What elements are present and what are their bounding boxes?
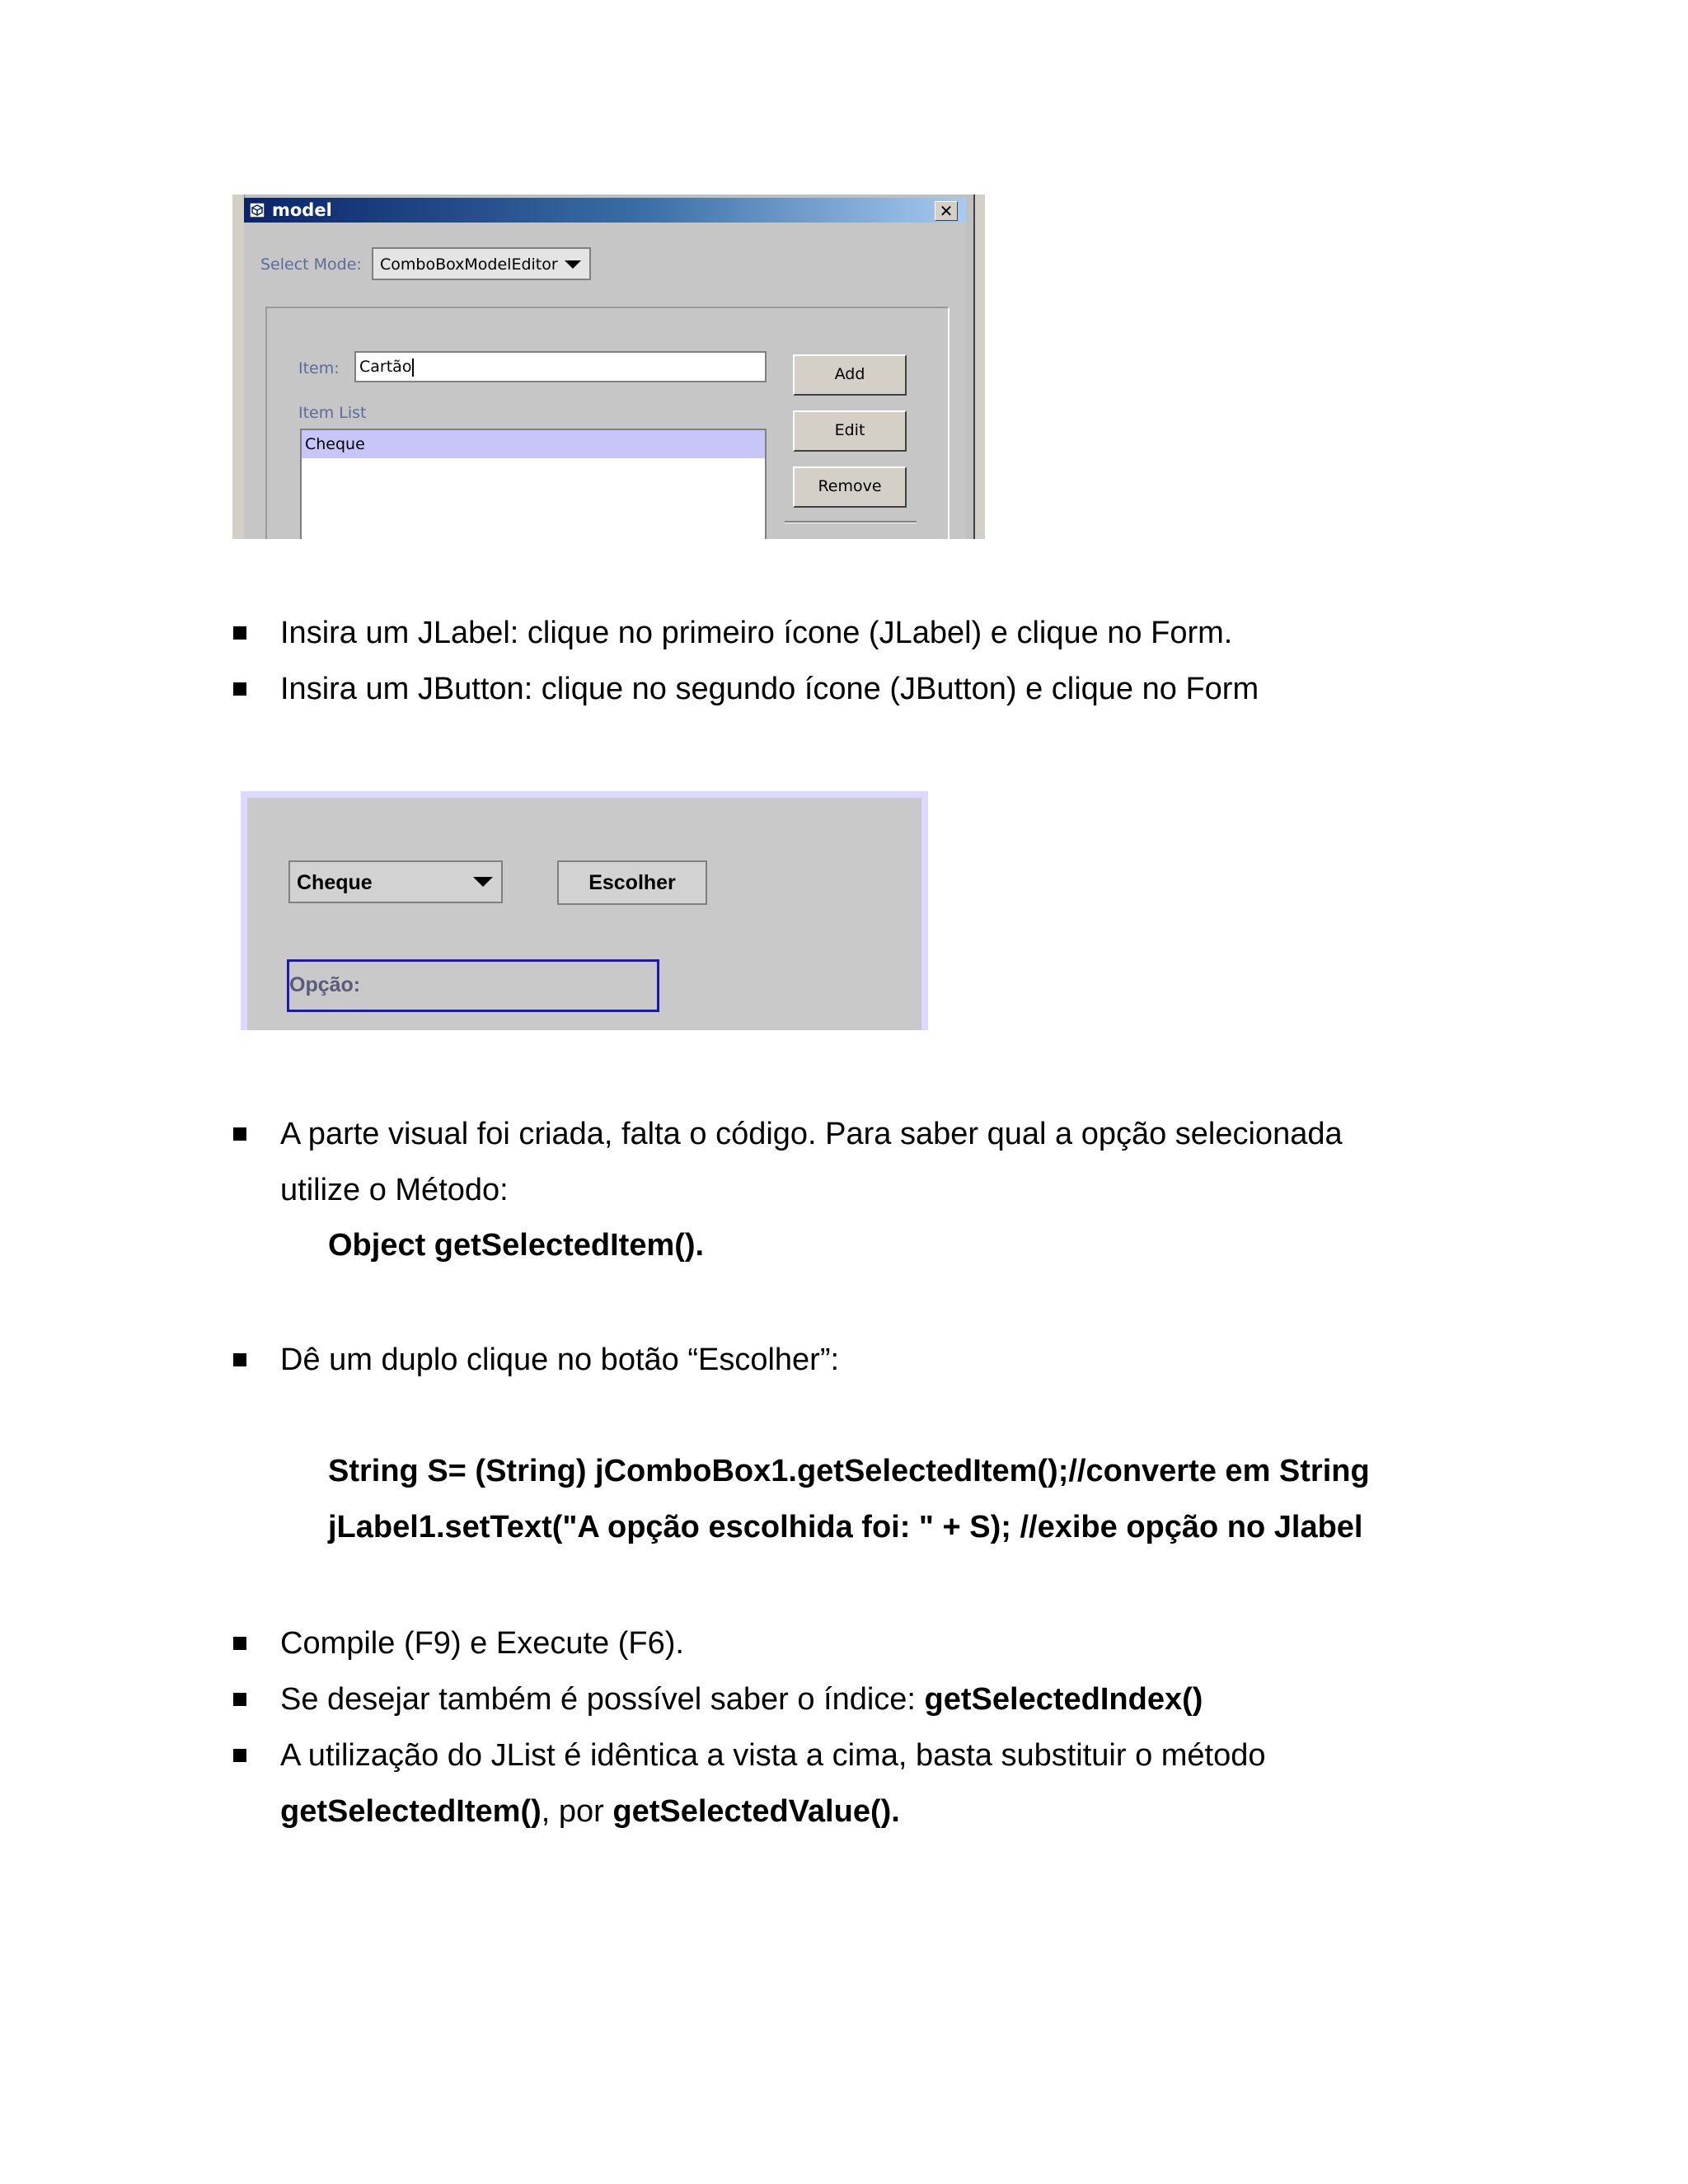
index-method: getSelectedIndex() [924, 1682, 1203, 1717]
bullet-text-continued [280, 1793, 900, 1830]
bullet-marker [233, 1693, 246, 1706]
edit-button[interactable]: Edit [793, 410, 907, 452]
bullet-text: Dê um duplo clique no botão “Escolher”: [280, 1343, 840, 1377]
bullet-marker [233, 1353, 246, 1366]
select-mode-label: Select Mode: [260, 255, 362, 274]
window-icon [249, 202, 265, 218]
dialog-title: model [272, 200, 332, 220]
background-window-edge-right [973, 194, 985, 539]
bullet-text: A parte visual foi criada, falta o código. Para saber qual a opção selecionada [280, 1117, 1343, 1151]
dropdown-arrow-icon[interactable] [473, 877, 493, 887]
item-list[interactable] [300, 429, 767, 539]
item-input[interactable] [354, 351, 767, 382]
list-item[interactable] [302, 430, 765, 458]
bullet-text-continued: utilize o Método: [280, 1173, 509, 1207]
bullet-marker [233, 1127, 246, 1141]
bullet-marker [233, 1749, 246, 1762]
bullet-text [280, 1681, 1203, 1718]
index-text: Se desejar também é possível saber o índice: [280, 1682, 925, 1717]
bullet-marker [233, 682, 246, 696]
bullet-marker [233, 1637, 246, 1650]
form-preview-screenshot [241, 791, 928, 1030]
combobox-value: Cheque [297, 871, 373, 894]
method-signature: Object getSelectedItem(). [328, 1228, 705, 1263]
model-dialog-screenshot [232, 194, 985, 539]
background-window-edge [232, 194, 245, 539]
form-canvas [247, 798, 921, 1030]
code-line: String S= (String) jComboBox1.getSelectedItem();//converte em String [328, 1454, 1370, 1488]
bullet-text: Insira um JButton: clique no segundo ícone (JButton) e clique no Form [280, 672, 1259, 706]
bullet-text: Compile (F9) e Execute (F6). [280, 1626, 684, 1661]
bullet-marker [233, 626, 246, 640]
jlist-mid: , por [541, 1794, 613, 1829]
combobox[interactable] [288, 860, 503, 903]
code-line: jLabel1.setText("A opção escolhida foi: " + S); //exibe opção no Jlabel [328, 1510, 1363, 1544]
item-list-label: Item List [298, 404, 367, 422]
option-label [287, 959, 659, 1012]
add-button[interactable]: Add [793, 354, 907, 396]
jlist-method-1: getSelectedItem() [280, 1794, 542, 1829]
select-mode-value: ComboBoxModelEditor [380, 255, 558, 274]
list-item-label: Cheque [305, 435, 365, 453]
item-input-value: Cartão [359, 358, 412, 376]
select-mode-combobox[interactable] [372, 247, 591, 280]
escolher-button[interactable]: Escolher [557, 860, 707, 905]
divider [785, 521, 917, 523]
dialog-titlebar [244, 198, 966, 223]
item-label: Item: [298, 359, 340, 377]
remove-button[interactable]: Remove [793, 466, 907, 508]
dropdown-arrow-icon[interactable] [565, 260, 581, 269]
option-label-text: Opção: [289, 973, 361, 996]
bullet-text: Insira um JLabel: clique no primeiro ícone (JLabel) e clique no Form. [280, 616, 1233, 650]
close-icon[interactable]: ✕ [935, 201, 958, 221]
bullet-text: A utilização do JList é idêntica a vista a cima, basta substituir o método [280, 1738, 1266, 1773]
text-caret [412, 359, 414, 377]
jlist-method-2: getSelectedValue(). [612, 1794, 900, 1829]
